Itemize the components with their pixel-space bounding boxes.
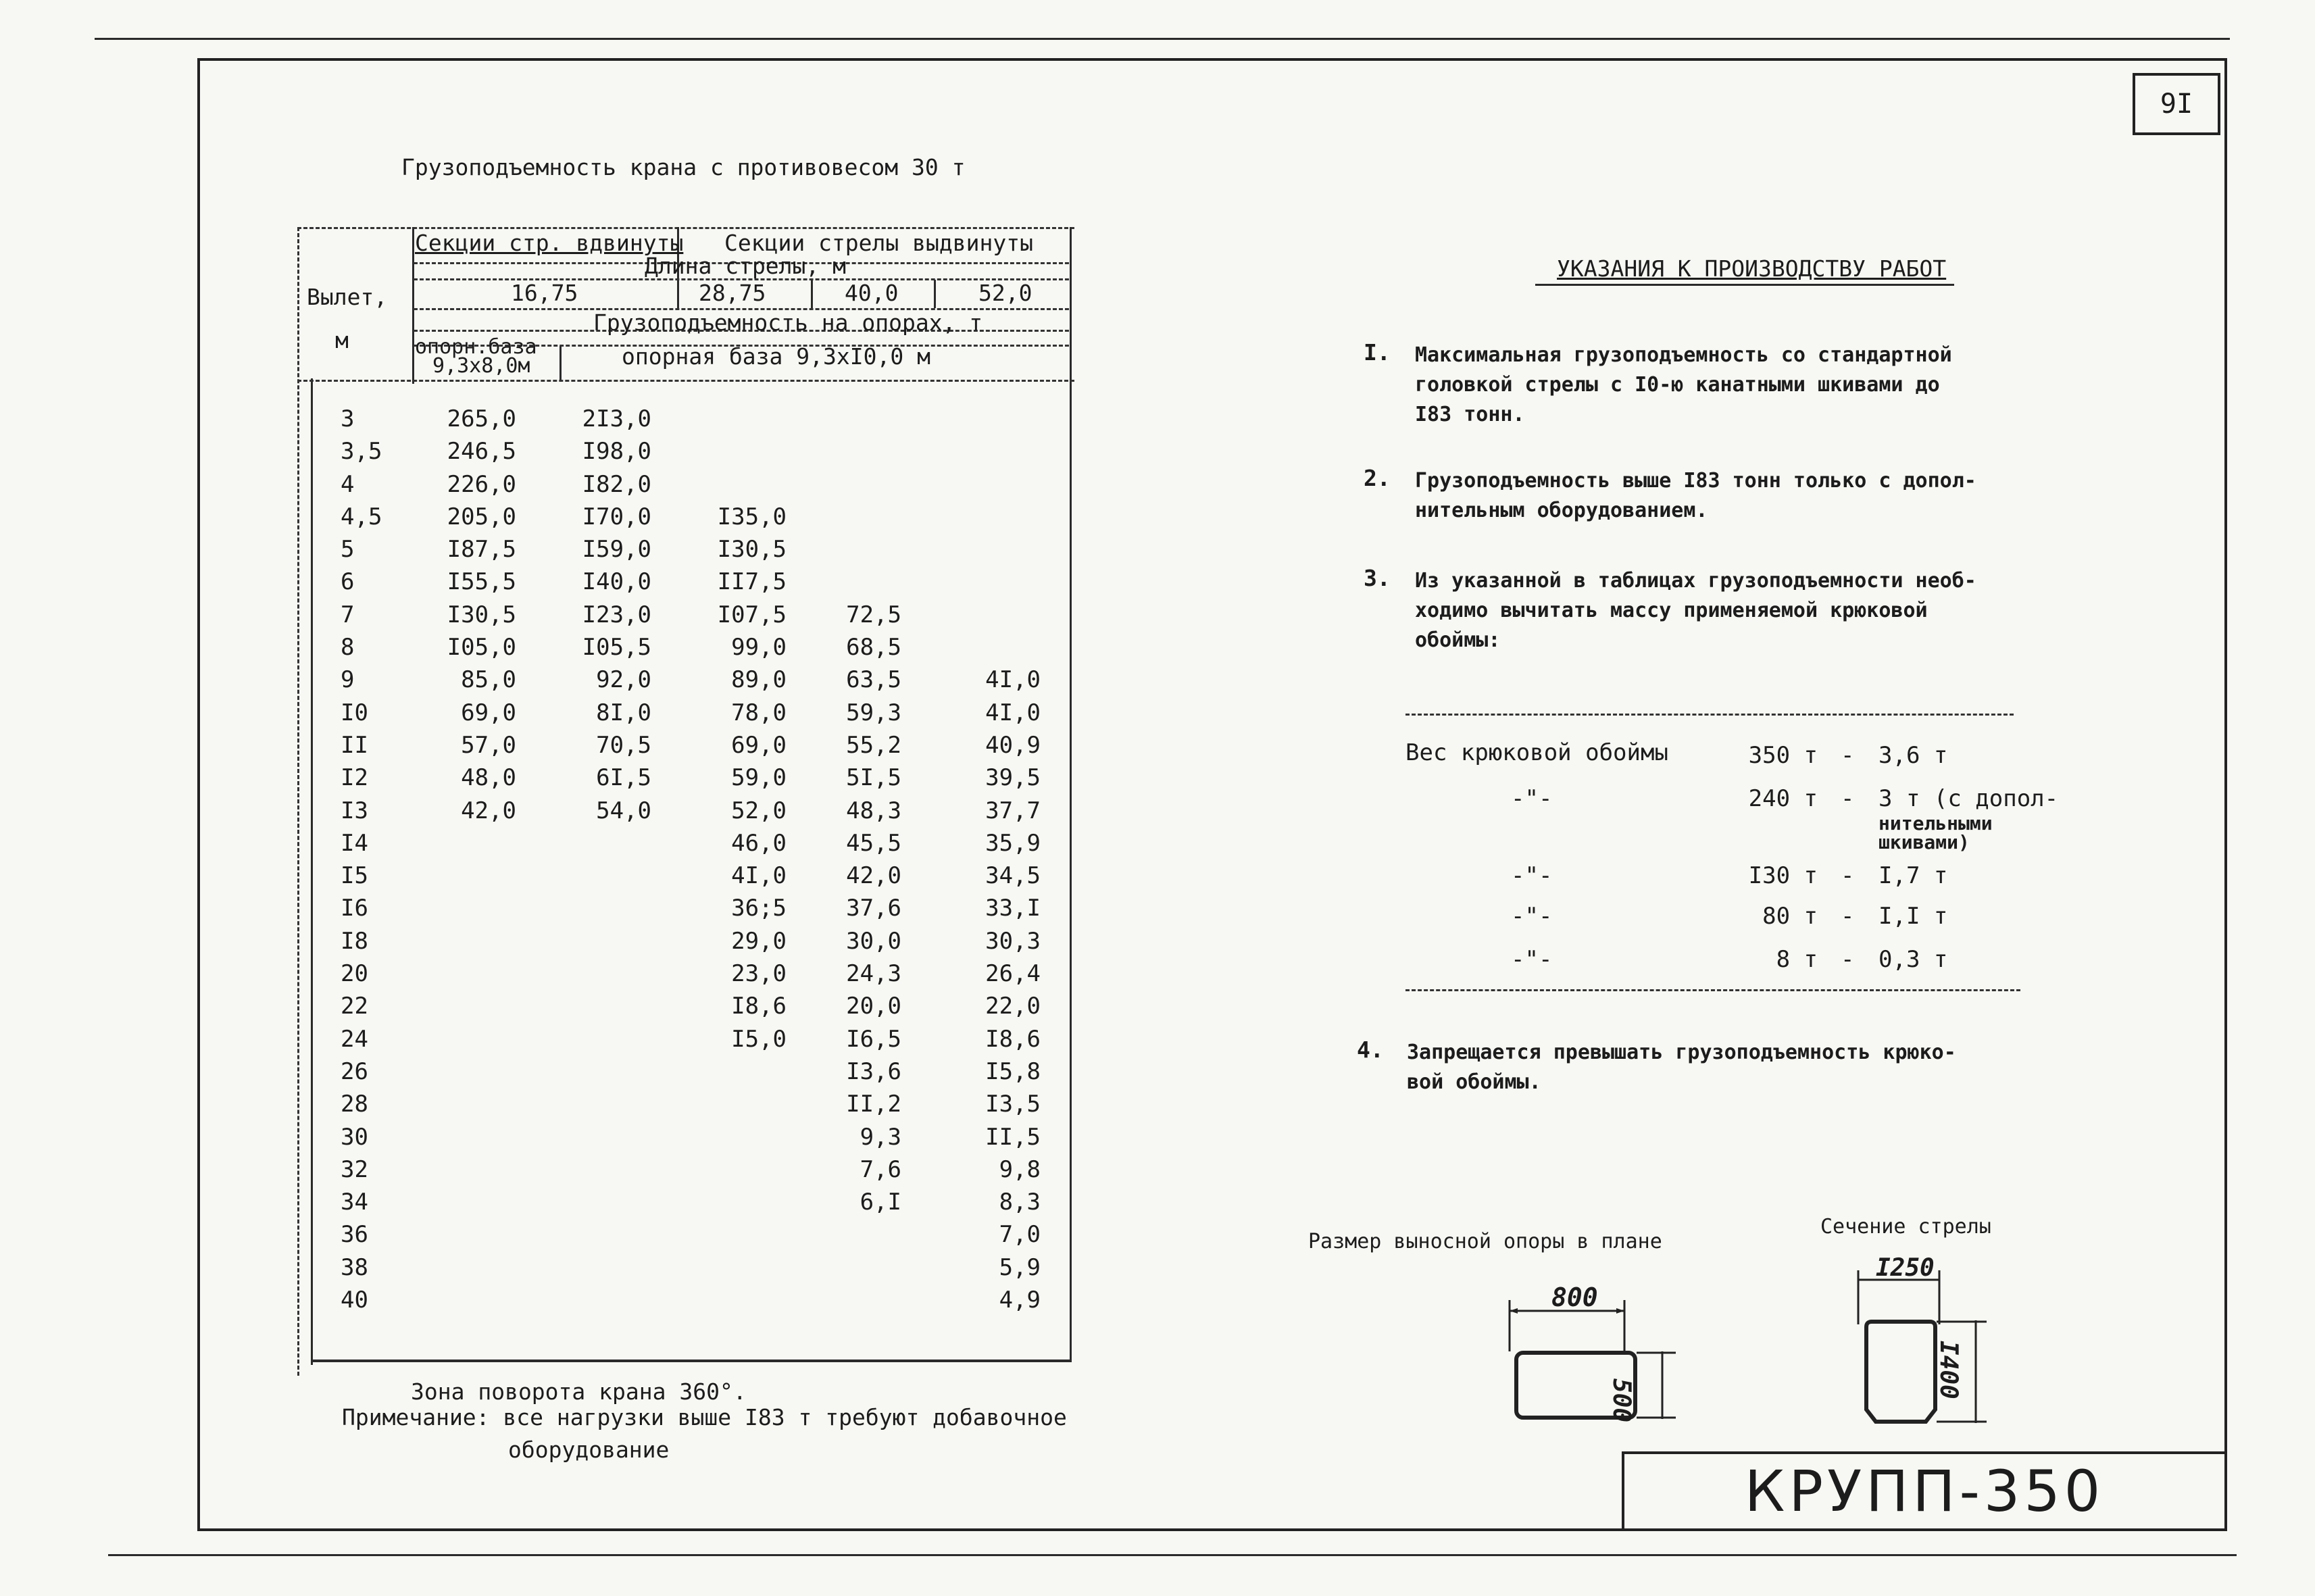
table-cell-reach: 3,5 [341,438,382,466]
table-cell-c4: 48,3 [846,797,901,824]
table-cell-c5: I5,8 [985,1057,1041,1085]
table-cell-c1: 42,0 [461,797,516,824]
table-cell-c3: 59,0 [731,764,787,792]
table-cell-c3 [676,1055,787,1088]
instruction-line: Максимальная грузоподъемность со стандартной [1415,343,1952,367]
table-cell-c4: 7,6 [860,1155,901,1183]
table-cell-c2: I98,0 [582,438,651,466]
table-cell-c5: 5,9 [999,1253,1041,1281]
table-cell-c4: 20,0 [846,993,901,1020]
note-line-1: Примечание: все нагрузки выше I83 т требуют добавочное [342,1404,1067,1430]
table-cell-c4: 59,3 [846,699,901,726]
table-cell-reach: I0 [341,699,368,726]
table-cell-c1: I05,0 [447,634,516,662]
column-c2 [541,403,651,1316]
title-block-text: КРУПП-350 [1744,1458,2105,1524]
table-cell-c5: 4I,0 [985,666,1041,694]
table-cell-c4 [791,435,901,468]
header-boom-length: Длина стрелы, м [645,253,847,279]
table-cell-c5 [930,533,1041,566]
top-edge-line [95,38,2230,40]
table-cell-c5: 9,8 [999,1155,1041,1183]
header-base1-b: 9,3х8,0м [432,354,530,378]
table-cell-c2 [541,1055,651,1088]
table-cell-reach: 4,5 [341,503,382,530]
table-cell-c3: 89,0 [731,666,787,694]
hook-weight: 0,3 т [1878,946,1948,973]
table-cell-c3 [676,1186,787,1218]
instruction-line: ходимо вычитать массу применяемой крюковой [1415,599,1928,622]
table-cell-c2: I82,0 [582,470,651,498]
table-cell-c2: 54,0 [596,797,651,824]
table-cell-c4: 9,3 [860,1123,901,1151]
table-cell-c4: II,2 [846,1091,901,1118]
table-cell-c3 [676,468,787,501]
table-cell-c4: 42,0 [846,862,901,890]
table-cell-c5 [930,403,1041,435]
table-cell-c1 [405,1121,516,1153]
table-cell-reach: 38 [341,1253,368,1281]
table-cell-reach: 36 [341,1221,368,1249]
instruction-line: Из указанной в таблицах грузоподъемности необ- [1415,569,1976,593]
table-cell-c1: 205,0 [447,503,516,530]
table-cell-c3: I30,5 [717,536,787,564]
table-cell-c2: 2I3,0 [582,405,651,432]
table-cell-c2: I23,0 [582,601,651,628]
bottom-edge-line [108,1554,2237,1556]
instruction-number: 3. [1364,565,1391,591]
table-cell-reach: 22 [341,993,368,1020]
table-cell-c5: 22,0 [985,993,1041,1020]
table-cell-c1: 48,0 [461,764,516,792]
table-title: Грузоподъемность крана с противовесом 30 т [401,154,966,180]
table-cell-c4: 37,6 [846,895,901,922]
table-cell-c4: 5I,5 [846,764,901,792]
table-cell-reach: 40 [341,1287,368,1314]
table-cell-c3 [676,1121,787,1153]
hook-capacity: 8 т [1776,946,1818,973]
header-reach-unit: м [335,327,349,353]
table-cell-c1 [405,1088,516,1120]
table-cell-c5: 4,9 [999,1287,1041,1314]
table-cell-c4: 24,3 [846,960,901,988]
table-cell-c3: I35,0 [717,503,787,530]
hook-ditto: -"- [1511,946,1553,973]
table-cell-c1 [405,1186,516,1218]
instruction-number: 4. [1357,1037,1384,1063]
table-cell-c1 [405,1055,516,1088]
table-cell-c3: 78,0 [731,699,787,726]
column-c3 [676,403,787,1316]
table-cell-c5: 7,0 [999,1221,1041,1249]
table-cell-c3 [676,435,787,468]
header-len2: 28,75 [699,280,766,306]
instruction-line: нительным оборудованием. [1415,499,1708,522]
table-cell-c2 [541,957,651,990]
table-cell-reach: 30 [341,1123,368,1151]
table-cell-reach: 24 [341,1025,368,1053]
table-cell-c2 [541,1284,651,1316]
hook-ditto: -"- [1511,903,1553,930]
table-cell-c1 [405,1284,516,1316]
table-cell-c3 [676,1088,787,1120]
hook-capacity: 80 т [1762,903,1818,930]
instruction-line: Грузоподъемность выше I83 тонн только с допол- [1415,469,1976,493]
table-cell-c3 [676,1218,787,1251]
table-cell-c1: 57,0 [461,731,516,759]
table-cell-c1 [405,957,516,990]
table-cell-c1 [405,1153,516,1186]
instruction-line: вой обоймы. [1407,1070,1541,1094]
table-cell-reach: 5 [341,536,355,564]
table-cell-c3 [676,403,787,435]
table-cell-c2 [541,990,651,1022]
table-cell-c2: I59,0 [582,536,651,564]
header-len4: 52,0 [978,280,1032,306]
table-cell-c2 [541,925,651,957]
hooks-label: Вес крюковой обоймы [1405,739,1668,766]
table-cell-c4: I3,6 [846,1057,901,1085]
column-c1 [405,403,516,1316]
table-cell-reach: 32 [341,1155,368,1183]
table-cell-c2: I05,5 [582,634,651,662]
table-cell-c5: I8,6 [985,1025,1041,1053]
table-cell-reach: 20 [341,960,368,988]
table-cell-reach: I5 [341,862,368,890]
hook-ditto: -"- [1511,862,1553,889]
table-cell-c4: I6,5 [846,1025,901,1053]
table-cell-c2: 92,0 [596,666,651,694]
hook-dash: - [1841,903,1855,930]
table-cell-c3: 23,0 [731,960,787,988]
column-c5 [930,403,1041,1316]
table-cell-c4 [791,566,901,598]
header-sections-in: Секции стр. вдвинуты [415,230,684,256]
hook-dash: - [1841,862,1855,889]
instruction-line: обоймы: [1415,628,1501,652]
boom-caption: Сечение стрелы [1820,1215,1991,1239]
table-cell-c5: 30,3 [985,927,1041,955]
table-cell-c3: 99,0 [731,634,787,662]
table-cell-c4: 45,5 [846,829,901,857]
table-cell-c2 [541,1023,651,1055]
hook-dash: - [1841,742,1855,769]
table-cell-c1 [405,827,516,859]
table-cell-reach: 28 [341,1091,368,1118]
table-cell-c2: I40,0 [582,568,651,596]
table-cell-c5 [930,599,1041,631]
table-cell-c1: I55,5 [447,568,516,596]
table-cell-c5: 34,5 [985,862,1041,890]
table-cell-c4 [791,468,901,501]
table-cell-c2 [541,859,651,892]
table-cell-c4: 63,5 [846,666,901,694]
table-cell-c3: 4I,0 [731,862,787,890]
boom-sketch [1851,1257,2000,1432]
table-cell-c1 [405,1251,516,1284]
hook-weight: I,7 т [1878,862,1948,889]
hooks-bottom-rule [1405,989,2020,991]
hook-weight: 3 т (с допол- [1878,785,2059,812]
page-number: 9I [2133,73,2220,135]
table-cell-c4 [791,1284,901,1316]
table-cell-reach: 9 [341,666,355,694]
support-height: 500 [1608,1378,1635,1423]
header-len3: 40,0 [845,280,899,306]
table-cell-c1: 226,0 [447,470,516,498]
table-cell-c1 [405,1023,516,1055]
instruction-number: I. [1364,339,1391,366]
table-cell-reach: 34 [341,1189,368,1216]
hook-weight-extra: нительными [1878,812,1993,834]
table-cell-c5: 39,5 [985,764,1041,792]
table-cell-reach: 26 [341,1057,368,1085]
table-cell-c4 [791,533,901,566]
table-cell-c3: I5,0 [731,1025,787,1053]
table-cell-c2: 8I,0 [596,699,651,726]
table-cell-c5: 37,7 [985,797,1041,824]
table-cell-c1: I87,5 [447,536,516,564]
table-cell-c2 [541,1121,651,1153]
table-cell-c5 [930,566,1041,598]
column-reach [341,403,382,1316]
table-cell-c2: 6I,5 [596,764,651,792]
support-caption: Размер выносной опоры в плане [1308,1230,1662,1253]
table-cell-c5 [930,468,1041,501]
hook-weight: I,I т [1878,903,1948,930]
table-cell-c2 [541,1251,651,1284]
table-cell-c5: 40,9 [985,731,1041,759]
table-cell-c3: I07,5 [717,601,787,628]
hooks-top-rule [1405,714,2014,716]
table-cell-reach: 6 [341,568,355,596]
instruction-number: 2. [1364,465,1391,491]
table-cell-c4: 6,I [860,1189,901,1216]
instruction-line: головкой стрелы с I0-ю канатными шкивами до [1415,373,1940,397]
table-cell-c2 [541,1088,651,1120]
table-cell-c1 [405,859,516,892]
table-cell-c1: 246,5 [447,438,516,466]
table-cell-c1 [405,990,516,1022]
table-cell-c4: 30,0 [846,927,901,955]
boom-height: I400 [1935,1341,1962,1399]
note-line-2: оборудование [508,1437,670,1463]
table-cell-c1: I30,5 [447,601,516,628]
table-cell-c3 [676,1284,787,1316]
table-cell-reach: I8 [341,927,368,955]
table-cell-c1 [405,892,516,924]
table-cell-c2 [541,892,651,924]
table-cell-c5 [930,501,1041,533]
table-cell-c3: 52,0 [731,797,787,824]
hook-capacity: 350 т [1748,742,1818,769]
table-cell-c5: 33,I [985,895,1041,922]
instructions-title-underline [1535,284,1954,286]
table-cell-c1 [405,925,516,957]
table-cell-c3: 29,0 [731,927,787,955]
table-cell-c1 [405,1218,516,1251]
table-cell-c4: 72,5 [846,601,901,628]
table-cell-c2: 70,5 [596,731,651,759]
instruction-line: Запрещается превышать грузоподъемность крюко- [1407,1041,1956,1064]
table-cell-c4 [791,501,901,533]
hook-dash: - [1841,785,1855,812]
table-cell-c5: I3,5 [985,1091,1041,1118]
table-cell-c4: 68,5 [846,634,901,662]
header-base1-a: опорн.база [415,335,537,359]
instruction-line: I83 тонн. [1415,403,1525,426]
table-cell-c3 [676,1153,787,1186]
table-cell-c5 [930,435,1041,468]
column-c4 [791,403,901,1316]
header-len1: 16,75 [511,280,578,306]
table-cell-c2 [541,1218,651,1251]
table-cell-c4 [791,1218,901,1251]
hook-ditto: -"- [1511,785,1553,812]
table-cell-c4 [791,403,901,435]
table-cell-c5: 26,4 [985,960,1041,988]
hook-weight: 3,6 т [1878,742,1948,769]
table-cell-reach: 8 [341,634,355,662]
rotation-note: Зона поворота крана 360°. [411,1378,747,1405]
table-cell-c5 [930,631,1041,664]
table-cell-reach: I6 [341,895,368,922]
table-cell-reach: I2 [341,764,368,792]
hook-weight-extra: шкивами) [1878,831,1970,853]
header-reach: Вылет, [307,284,388,310]
table-cell-c1: 69,0 [461,699,516,726]
table-cell-c3: I8,6 [731,993,787,1020]
boom-width: I250 [1876,1254,1935,1282]
table-cell-c3: 36;5 [731,895,787,922]
table-cell-c4: 55,2 [846,731,901,759]
table-cell-c1: 265,0 [447,405,516,432]
hook-capacity: I30 т [1748,862,1818,889]
table-cell-reach: 4 [341,470,355,498]
table-cell-reach: 7 [341,601,355,628]
table-cell-c2 [541,1153,651,1186]
support-width: 800 [1551,1282,1598,1312]
header-capacity: Грузоподъемность на опорах, т [593,309,983,336]
table-cell-c3: II7,5 [717,568,787,596]
table-cell-c5: 4I,0 [985,699,1041,726]
header-base2: опорная база 9,3хI0,0 м [622,343,930,370]
table-cell-c3: 46,0 [731,829,787,857]
table-cell-c1: 85,0 [461,666,516,694]
table-cell-c5: 8,3 [999,1189,1041,1216]
table-cell-c2 [541,827,651,859]
table-cell-c2 [541,1186,651,1218]
table-cell-c5: 35,9 [985,829,1041,857]
table-cell-c4 [791,1251,901,1284]
hook-dash: - [1841,946,1855,973]
table-cell-reach: I4 [341,829,368,857]
table-cell-c3: 69,0 [731,731,787,759]
table-cell-c3 [676,1251,787,1284]
header-sections-out: Секции стрелы выдвинуты [724,230,1033,256]
table-cell-c5: II,5 [985,1123,1041,1151]
table-cell-reach: I3 [341,797,368,824]
table-cell-reach: II [341,731,368,759]
hook-capacity: 240 т [1748,785,1818,812]
table-cell-c2: I70,0 [582,503,651,530]
instructions-title: УКАЗАНИЯ К ПРОИЗВОДСТВУ РАБОТ [1557,255,1947,282]
table-cell-reach: 3 [341,405,355,432]
